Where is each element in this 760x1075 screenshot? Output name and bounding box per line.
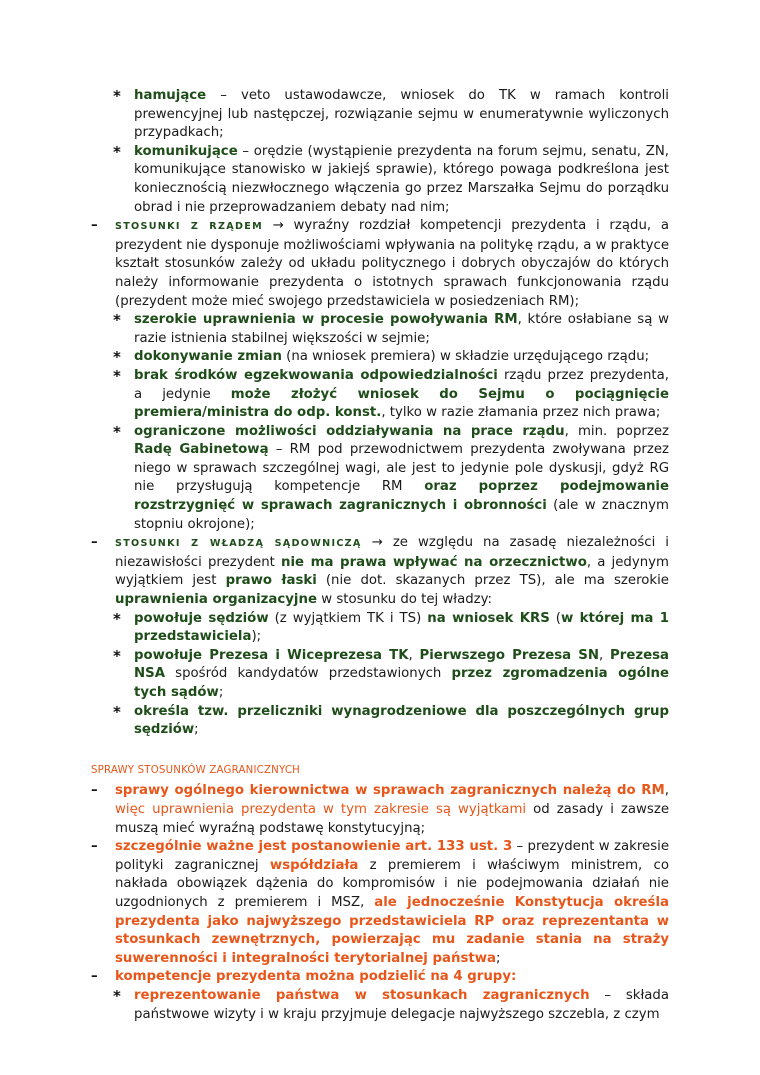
text: (na wniosek premiera) w składzie urzędującego rządu;	[281, 349, 650, 365]
term: przez zgromadzenia ogólne tych sądów	[134, 666, 669, 700]
list-item-powoluje-sedziow	[0, 610, 760, 647]
text: ;	[218, 685, 224, 700]
text: → wyraźny rozdział kompetencji prezydenta i rządu, a prezydent nie dysponuje możliwościami wpływania na politykę rządu, a w praktyce kształt stosunków zależy od układu politycznego i dobrych obyczajów do których należy informowanie prezydenta o istotnych sprawach funkcjonowania rządu (prezydent może mieć swojego przedstawiciela w posiedzeniach RM);	[115, 218, 670, 309]
bullet-dash: –	[91, 783, 98, 799]
bullet-dash: –	[91, 535, 98, 551]
list-item-kompetencje	[0, 968, 760, 987]
bullet-dash: –	[91, 969, 98, 985]
term: ograniczone możliwości oddziaływania na prace rządu	[134, 423, 565, 439]
text: , min. poprzez	[564, 423, 669, 439]
term: komunikujące	[134, 143, 238, 159]
term: Radę Gabinetową	[134, 442, 269, 458]
text: (	[549, 610, 561, 626]
text: (nie dot. skazanych przez TS), ale ma szerokie	[316, 573, 669, 589]
text: rządu przez prezydenta, a jedynie	[134, 367, 669, 402]
term: określa tzw. przeliczniki wynagrodzeniowe dla poszczególnych grup sędziów	[134, 703, 669, 738]
bullet-dash: –	[91, 218, 98, 234]
bullet-star: *	[113, 311, 121, 330]
list-item-dokonywanie-zmian	[0, 348, 760, 367]
term: hamujące	[134, 88, 207, 103]
bullet-star: *	[113, 702, 121, 721]
text: spośród kandydatów przedstawionych	[165, 666, 452, 682]
term: brak środków egzekwowania odpowiedzialności	[134, 367, 498, 383]
term: Prezesa NSA	[134, 647, 669, 682]
smallcaps-label: STOSUNKI Z WŁADZĄ SĄDOWNICZĄ	[115, 538, 362, 550]
document-page	[0, 87, 760, 1024]
term: uprawnienia organizacyjne	[115, 592, 317, 608]
text: – veto ustawodawcze, wniosek do TK w ramach kontroli prewencyjnej lub następczej, rozwiązanie sejmu w enumeratywnie wyliczonych przypadkach;	[134, 88, 669, 141]
list-item-powolywanie-rm	[0, 311, 760, 348]
text: ,	[599, 647, 611, 663]
bullet-dash: –	[91, 839, 98, 855]
term: szerokie uprawnienia w procesie powoływania RM	[134, 312, 518, 328]
list-item-ogolne-kierownictwo	[0, 782, 760, 838]
text: (ale w znacznym stopniu okrojone);	[134, 498, 669, 532]
list-item-przeliczniki	[0, 703, 760, 740]
list-item-stosunki-z-rzadem	[0, 217, 760, 311]
term: Pierwszego Prezesa SN	[419, 647, 600, 663]
bullet-star: *	[113, 422, 121, 441]
term: na wniosek KRS	[427, 610, 550, 626]
list-item-art-133	[0, 838, 760, 968]
text: (z wyjątkiem TK i TS)	[268, 610, 428, 626]
term: współdziała	[269, 857, 359, 873]
text: od zasady i zawsze muszą mieć wyraźną podstawę konstytucyjną;	[115, 801, 669, 836]
term: może złożyć wniosek do Sejmu o pociągnięcie premiera/ministra do odp. konst.	[134, 386, 670, 421]
bullet-star: *	[113, 609, 121, 628]
text: – orędzie (wystąpienie prezydenta na forum sejmu, senatu, ZN, komunikujące stanowisko w jakiejś sprawie), którego powaga podkreślona jest koniecznością niezwłocznego włączenia go przez Marszałka Sejmu do porządku obrad i nie przeprowadzaniem debaty nad nim;	[134, 143, 669, 215]
list-item-hamujace	[0, 87, 760, 143]
term: sprawy ogólnego kierownictwa w sprawach zagranicznych należą do RM	[115, 783, 665, 799]
bullet-star: *	[113, 986, 121, 1005]
text: ;	[194, 722, 199, 738]
text: z premierem i właściwym ministrem, co nakłada obowiązek dążenia do kompromisów i nie podejmowania działań nie uzgodnionych z premierem i MSZ,	[115, 857, 669, 910]
text: , które osłabiane są w razie istnienia stabilnej większości w sejmie;	[134, 312, 669, 346]
bullet-star: *	[113, 646, 121, 665]
term: dokonywanie zmian	[134, 349, 282, 365]
term: szczególnie ważne jest postanowienie art. 133 ust. 3	[115, 839, 513, 855]
smallcaps-label: STOSUNKI Z RZĄDEM	[115, 221, 263, 233]
term: nie ma prawa wpływać na orzecznictwo	[281, 554, 587, 570]
section-heading: SPRAWY STOSUNKÓW ZAGRANICZNYCH	[91, 764, 301, 776]
list-item-ograniczone-mozliwosci	[0, 423, 760, 535]
term: oraz poprzez podejmowanie rozstrzygnięć w sprawach zagranicznych i obronności	[134, 479, 669, 514]
bullet-star: *	[113, 142, 121, 161]
list-item-powoluje-prezesow	[0, 647, 760, 703]
list-item-reprezentowanie	[0, 987, 760, 1024]
text: – składa państwowe wizyty i w kraju przyjmuje delegacje najwyższego szczebla, z czym	[134, 987, 669, 1022]
term: powołuje sędziów	[134, 610, 269, 626]
term: powołuje Prezesa i Wiceprezesa TK	[134, 647, 409, 663]
text: – prezydent w zakresie polityki zagranicznej	[115, 839, 669, 873]
bullet-star: *	[113, 366, 121, 385]
text: , tylko w razie złamania przez nich prawa;	[381, 405, 661, 421]
text: – RM pod przewodnictwem prezydenta zwoływana przez niego w sprawach szczególnej wagi, ale jest to jedynie pole dyskusji, gdyż RG nie przysługują kompetencje RM	[134, 442, 669, 495]
list-item-stosunki-z-wladza-sadownicza	[0, 534, 760, 609]
text: );	[251, 629, 262, 645]
term: prawo łaski	[225, 573, 317, 589]
list-item-komunikujace	[0, 143, 760, 217]
text: w stosunku do tej władzy:	[316, 592, 493, 608]
list-item-brak-srodkow	[0, 367, 760, 423]
bullet-star: *	[113, 348, 121, 367]
text: ,	[664, 783, 669, 799]
term: kompetencje prezydenta można podzielić na 4 grupy:	[115, 969, 517, 985]
text: ,	[408, 647, 420, 663]
text: ;	[495, 950, 501, 966]
term: w której ma 1 przedstawiciela	[134, 610, 669, 645]
text: , a jedynym wyjątkiem jest	[115, 554, 669, 589]
bullet-star: *	[113, 87, 121, 105]
term: reprezentowanie państwa w stosunkach zagranicznych	[134, 987, 590, 1003]
highlight: więc uprawnienia prezydenta w tym zakresie są wyjątkami	[115, 801, 527, 817]
term: ale jednocześnie Konstytucja określa prezydenta jako najwyższego przedstawiciela RP oraz reprezentanta w stosunkach zewnętrznych, powierzając mu zadanie stania na straży suwerenności i integralności terytorialnej państwa	[115, 894, 669, 966]
text: → ze względu na zasadę niezależności i niezawisłości prezydent	[115, 535, 669, 570]
